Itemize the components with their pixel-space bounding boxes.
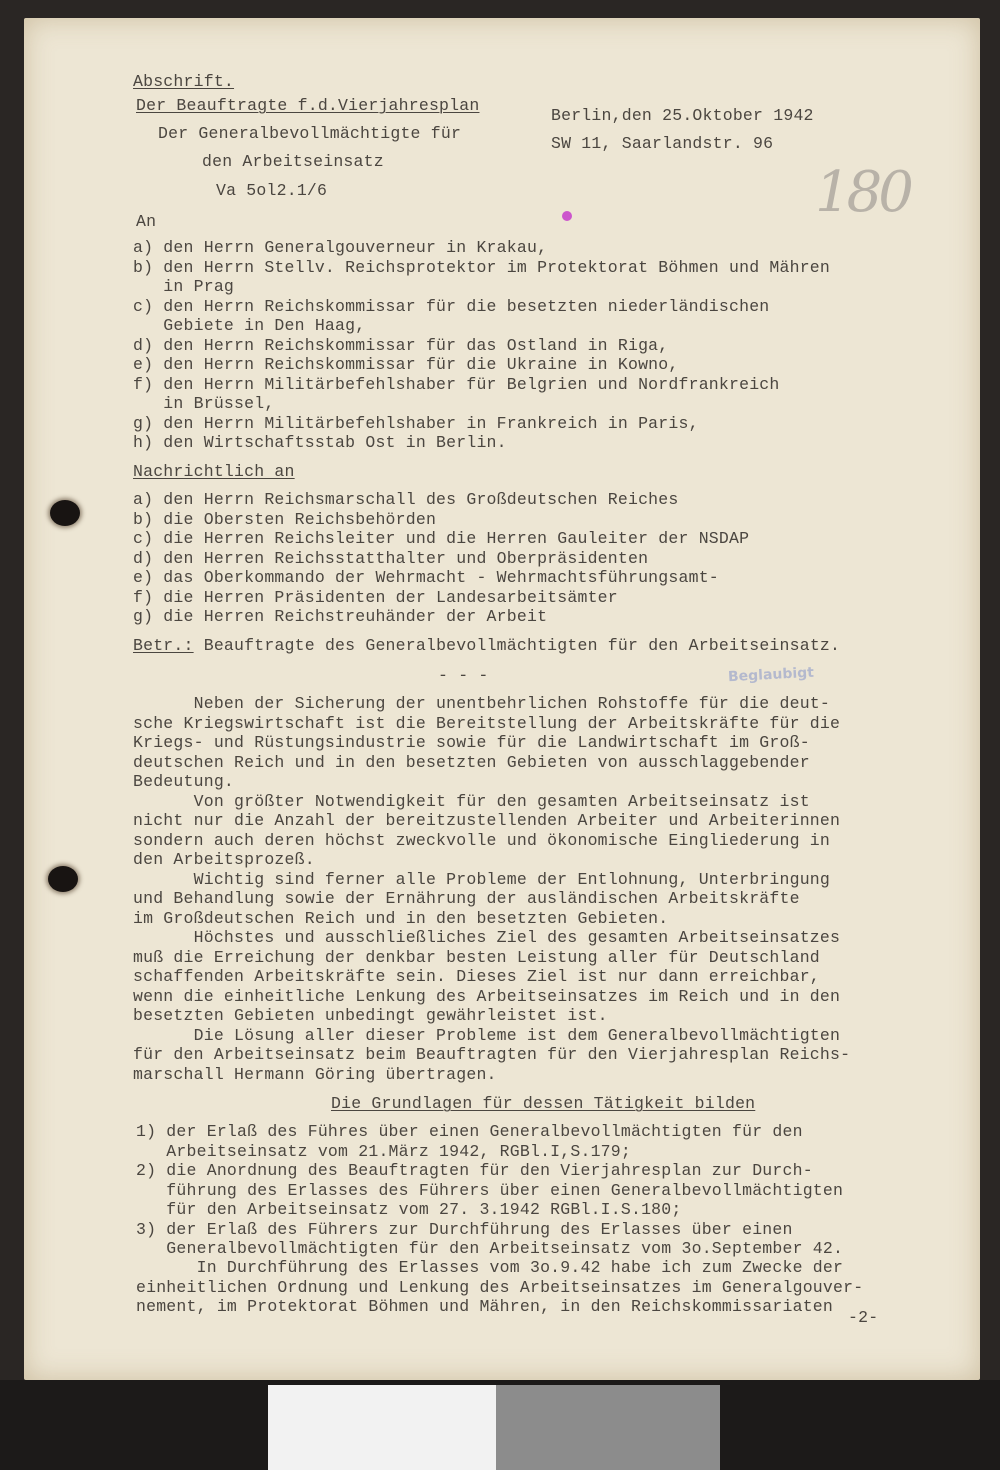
list-item: 2) die Anordnung des Beauftragten für den Vierjahresplan zur Durch- [136,1161,813,1180]
punch-hole [50,500,80,526]
body-line: In Durchführung des Erlasses vom 3o.9.42 habe ich zum Zwecke der [136,1258,844,1277]
list-item: g) die Herren Reichstreuhänder der Arbeit [133,607,548,626]
closing-paragraph [136,1258,863,1317]
list-item: für den Arbeitseinsatz vom 27. 3.1942 RGBl.I.S.180; [136,1200,682,1219]
betr-label: Betr.: [133,636,194,655]
body-line: Höchstes und ausschließliches Ziel des gesamten Arbeitseinsatzes [133,928,841,947]
body-line: und Behandlung sowie der Ernährung der ausländischen Arbeitskräfte [133,889,800,908]
list-item: c) den Herrn Reichskommissar für die besetzten niederländischen [133,296,770,316]
file-reference: Va 5ol2.1/6 [216,181,328,200]
list-item: 1) der Erlaß des Führes über einen Generalbevollmächtigten für den [136,1122,803,1141]
list-item: b) die Obersten Reichsbehörden [133,509,437,529]
list-item: e) das Oberkommando der Wehrmacht - Wehrmachtsführungsamt- [133,568,719,587]
body-line: im Großdeutschen Reich und in den besetzten Gebieten. [133,908,669,928]
subject-line [133,636,840,656]
list-item: 3) der Erlaß des Führers zur Durchführung des Erlasses über einen [136,1219,793,1239]
body-line: sche Kriegswirtschaft ist die Bereitstellung der Arbeitskräfte für die [133,713,841,733]
faint-stamp: Beglaubigt [727,664,815,686]
body-line: wenn die einheitliche Lenkung des Arbeitseinsatzes im Reich und in den [133,986,841,1006]
body-line: einheitlichen Ordnung und Lenkung des Arbeitseinsatzes im Generalgouver- [136,1277,864,1297]
list-item: g) den Herrn Militärbefehlshaber in Frankreich in Paris, [133,413,699,433]
grundlagen-list [136,1122,843,1259]
list-item: f) die Herren Präsidenten der Landesarbeitsämter [133,587,618,607]
body-line: Kriegs- und Rüstungsindustrie sowie für die Landwirtschaft im Groß- [133,733,810,752]
body-line: sondern auch deren höchst zweckvolle und ökonomische Eingliederung in [133,830,831,850]
list-item: Generalbevollmächtigten für den Arbeitseinsatz vom 3o.September 42. [136,1239,844,1258]
body-line: nicht nur die Anzahl der bereitzustellenden Arbeiter und Arbeiterinnen [133,811,841,830]
list-item: a) den Herrn Reichsmarschall des Großdeutschen Reiches [133,490,679,509]
an-label: An [136,212,157,231]
ink-dot [562,211,572,221]
list-item: Arbeitseinsatz vom 21.März 1942, RGBl.I,S.179; [136,1141,631,1161]
list-item: a) den Herrn Generalgouverneur in Krakau, [133,238,548,257]
white-calibration-card [268,1385,496,1470]
body-line: schaffenden Arbeitskräfte sein. Dieses Ziel ist nur dann erreichbar, [133,967,820,986]
grundlagen-heading: Die Grundlagen für dessen Tätigkeit bilden [331,1094,756,1113]
list-item: e) den Herrn Reichskommissar für die Ukraine in Kowno, [133,355,679,374]
nachrichtlich-label: Nachrichtlich an [133,462,295,481]
body-line: Neben der Sicherung der unentbehrlichen Rohstoffe für die deut- [133,694,831,713]
body-line: besetzten Gebieten unbedingt gewährleistet ist. [133,1006,608,1025]
body-line: deutschen Reich und in den besetzten Gebieten von ausschlaggebender [133,752,810,772]
place-date: Berlin,den 25.Oktober 1942 [551,106,814,125]
list-item: b) den Herrn Stellv. Reichsprotektor im Protektorat Böhmen und Mähren [133,257,831,277]
gray-calibration-card [496,1385,720,1470]
list-item: f) den Herrn Militärbefehlshaber für Belgrien und Nordfrankreich [133,374,780,394]
page-number: -2- [848,1308,879,1327]
address: SW 11, Saarlandstr. 96 [551,134,774,153]
list-item: h) den Wirtschaftsstab Ost in Berlin. [133,433,507,452]
list-item: führung des Erlasses des Führers über einen Generalbevollmächtigten [136,1180,844,1200]
list-item: d) den Herren Reichsstatthalter und Oberpräsidenten [133,548,649,568]
copy-list [133,490,749,627]
subject-text: Beauftragte des Generalbevollmächtigten für den Arbeitseinsatz. [193,636,841,655]
list-item: in Prag [133,277,235,296]
body-line: Die Lösung aller dieser Probleme ist dem Generalbevollmächtigten [133,1025,841,1045]
sender-line-3: den Arbeitseinsatz [202,152,384,171]
list-item: Gebiete in Den Haag, [133,316,366,335]
body-line: für den Arbeitseinsatz beim Beauftragten für den Vierjahresplan Reichs- [133,1045,851,1064]
sender-line-1: Der Beauftragte f.d.Vierjahresplan [136,96,480,115]
body-line: marschall Hermann Göring übertragen. [133,1064,497,1084]
list-item: in Brüssel, [133,394,275,413]
body-line: muß die Erreichung der denkbar besten Leistung aller für Deutschland [133,947,820,967]
list-item: d) den Herrn Reichskommissar für das Ostland in Riga, [133,335,669,355]
sender-line-2: Der Generalbevollmächtigte für [158,124,462,143]
list-item: c) die Herren Reichsleiter und die Herren Gauleiter der NSDAP [133,529,750,548]
body-line: nement, im Protektorat Böhmen und Mähren, in den Reichskommissariaten [136,1297,834,1316]
body-line: Von größter Notwendigkeit für den gesamten Arbeitseinsatz ist [133,791,810,811]
punch-hole [48,866,78,892]
body-line: Bedeutung. [133,772,235,791]
body-line: Wichtig sind ferner alle Probleme der Entlohnung, Unterbringung [133,869,831,889]
abschrift-label: Abschrift. [133,72,235,91]
body-text [133,694,850,1084]
body-line: den Arbeitsprozeß. [133,850,315,869]
recipient-list [133,238,830,453]
separator: - - - [438,666,489,685]
handwritten-page-number: 180 [815,160,910,225]
